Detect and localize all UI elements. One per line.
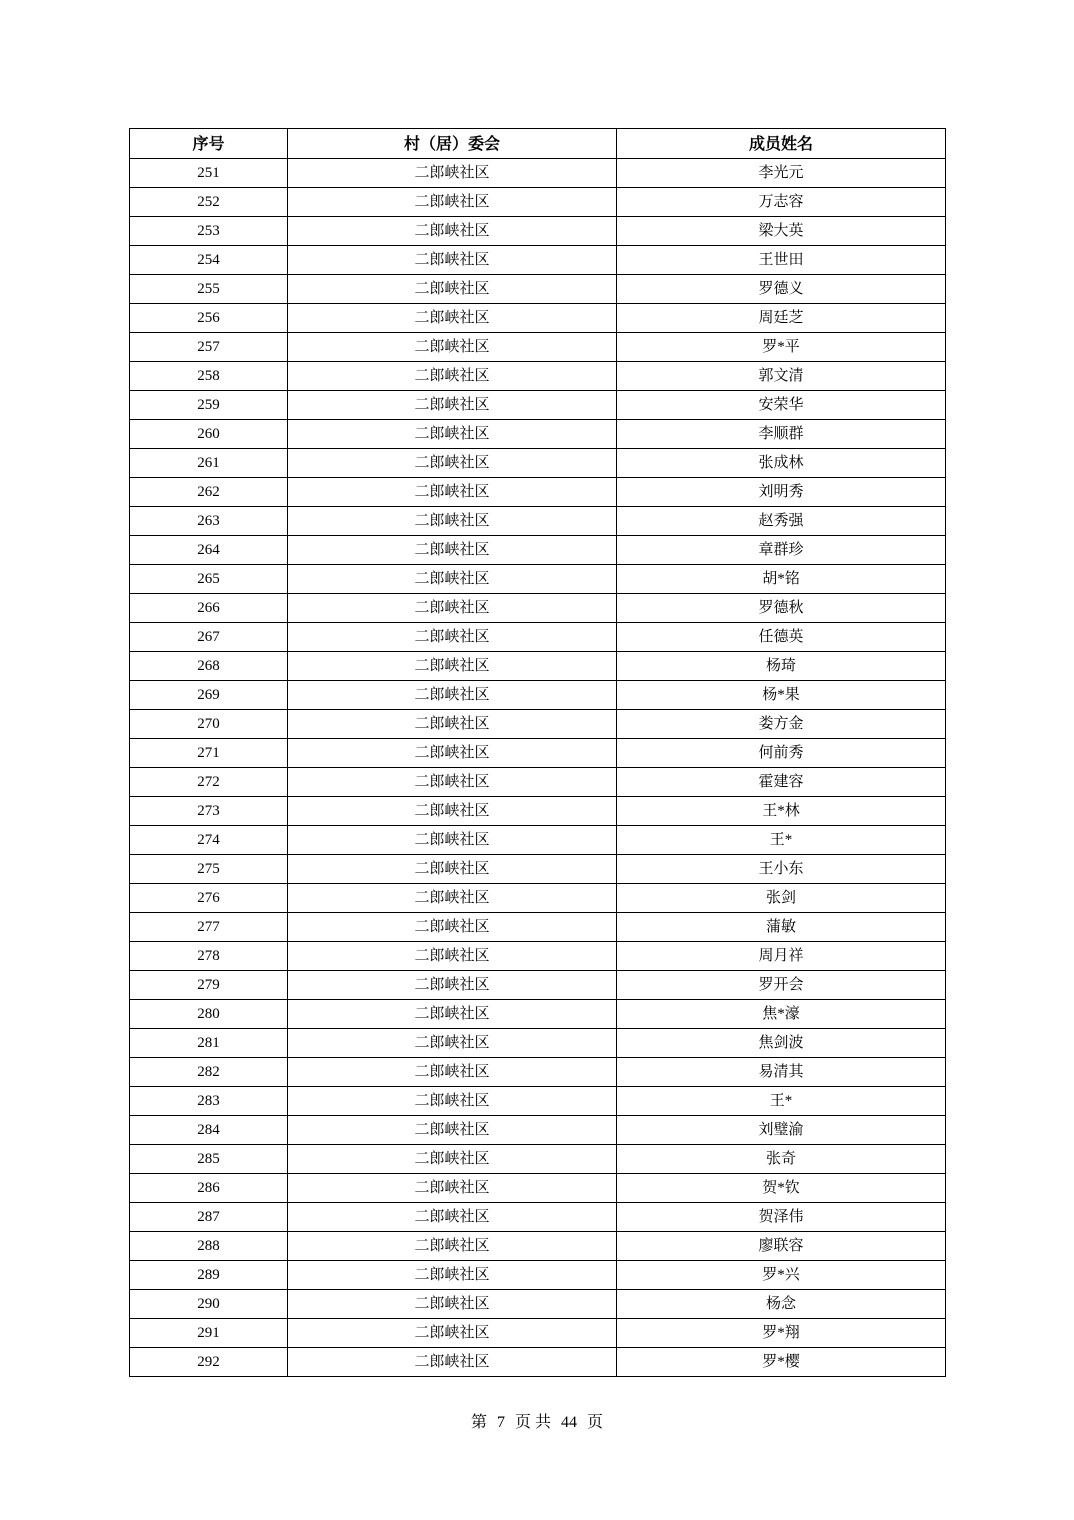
- cell-member-name: 贺*钦: [617, 1174, 946, 1203]
- table-row: [130, 420, 946, 449]
- footer-page-number: 7: [496, 1414, 505, 1431]
- cell-member-name: 王*: [617, 1087, 946, 1116]
- cell-member-name: 李顺群: [617, 420, 946, 449]
- footer-mid: 页 共: [514, 1414, 551, 1431]
- cell-index: 252: [130, 188, 288, 217]
- cell-member-name: 杨*果: [617, 681, 946, 710]
- cell-index: 258: [130, 362, 288, 391]
- table-body: [130, 159, 946, 1377]
- cell-committee: 二郎峡社区: [288, 217, 617, 246]
- table-row: [130, 681, 946, 710]
- cell-index: 260: [130, 420, 288, 449]
- cell-member-name: 罗*平: [617, 333, 946, 362]
- table-row: [130, 1290, 946, 1319]
- cell-member-name: 张奇: [617, 1145, 946, 1174]
- table-row: [130, 304, 946, 333]
- cell-member-name: 周廷芝: [617, 304, 946, 333]
- cell-index: 273: [130, 797, 288, 826]
- cell-index: 256: [130, 304, 288, 333]
- cell-member-name: 焦*濠: [617, 1000, 946, 1029]
- cell-committee: 二郎峡社区: [288, 594, 617, 623]
- cell-committee: 二郎峡社区: [288, 1261, 617, 1290]
- table-row: [130, 826, 946, 855]
- cell-committee: 二郎峡社区: [288, 362, 617, 391]
- cell-committee: 二郎峡社区: [288, 246, 617, 275]
- cell-committee: 二郎峡社区: [288, 971, 617, 1000]
- cell-member-name: 霍建容: [617, 768, 946, 797]
- table-row: [130, 739, 946, 768]
- cell-member-name: 杨念: [617, 1290, 946, 1319]
- table-row: [130, 1203, 946, 1232]
- table-row: [130, 159, 946, 188]
- cell-index: 286: [130, 1174, 288, 1203]
- cell-member-name: 焦剑波: [617, 1029, 946, 1058]
- cell-member-name: 张剑: [617, 884, 946, 913]
- table-row: [130, 710, 946, 739]
- cell-index: 291: [130, 1319, 288, 1348]
- table-row: [130, 333, 946, 362]
- cell-index: 280: [130, 1000, 288, 1029]
- cell-member-name: 罗开会: [617, 971, 946, 1000]
- page-footer: [0, 1409, 1074, 1432]
- table-row: [130, 565, 946, 594]
- cell-member-name: 李光元: [617, 159, 946, 188]
- table-row: [130, 217, 946, 246]
- cell-committee: 二郎峡社区: [288, 855, 617, 884]
- cell-index: 271: [130, 739, 288, 768]
- cell-member-name: 任德英: [617, 623, 946, 652]
- cell-index: 281: [130, 1029, 288, 1058]
- cell-member-name: 王小东: [617, 855, 946, 884]
- cell-index: 287: [130, 1203, 288, 1232]
- cell-committee: 二郎峡社区: [288, 1145, 617, 1174]
- cell-member-name: 章群珍: [617, 536, 946, 565]
- table-row: [130, 623, 946, 652]
- cell-committee: 二郎峡社区: [288, 1203, 617, 1232]
- cell-committee: 二郎峡社区: [288, 1029, 617, 1058]
- cell-index: 259: [130, 391, 288, 420]
- cell-committee: 二郎峡社区: [288, 797, 617, 826]
- cell-committee: 二郎峡社区: [288, 768, 617, 797]
- cell-index: 289: [130, 1261, 288, 1290]
- column-header-member-name: 成员姓名: [617, 129, 946, 159]
- cell-index: 284: [130, 1116, 288, 1145]
- table-row: [130, 855, 946, 884]
- cell-index: 255: [130, 275, 288, 304]
- footer-total-pages: 44: [561, 1414, 577, 1431]
- cell-committee: 二郎峡社区: [288, 1232, 617, 1261]
- cell-committee: 二郎峡社区: [288, 188, 617, 217]
- cell-index: 268: [130, 652, 288, 681]
- cell-committee: 二郎峡社区: [288, 1058, 617, 1087]
- cell-member-name: 蒲敏: [617, 913, 946, 942]
- cell-member-name: 安荣华: [617, 391, 946, 420]
- header-row: [130, 129, 946, 159]
- cell-member-name: 梁大英: [617, 217, 946, 246]
- table-row: [130, 1232, 946, 1261]
- table-row: [130, 1174, 946, 1203]
- cell-index: 261: [130, 449, 288, 478]
- cell-index: 282: [130, 1058, 288, 1087]
- cell-member-name: 刘明秀: [617, 478, 946, 507]
- cell-member-name: 廖联容: [617, 1232, 946, 1261]
- table-row: [130, 942, 946, 971]
- cell-committee: 二郎峡社区: [288, 333, 617, 362]
- cell-index: 276: [130, 884, 288, 913]
- cell-member-name: 罗德义: [617, 275, 946, 304]
- cell-committee: 二郎峡社区: [288, 391, 617, 420]
- cell-index: 263: [130, 507, 288, 536]
- cell-index: 269: [130, 681, 288, 710]
- cell-committee: 二郎峡社区: [288, 623, 617, 652]
- cell-index: 253: [130, 217, 288, 246]
- table-row: [130, 1348, 946, 1377]
- cell-member-name: 张成林: [617, 449, 946, 478]
- table-header: [130, 129, 946, 159]
- table-row: [130, 1261, 946, 1290]
- table-row: [130, 1145, 946, 1174]
- footer-prefix: 第: [470, 1414, 487, 1431]
- cell-index: 262: [130, 478, 288, 507]
- cell-member-name: 王*: [617, 826, 946, 855]
- cell-committee: 二郎峡社区: [288, 478, 617, 507]
- cell-member-name: 罗*翔: [617, 1319, 946, 1348]
- cell-committee: 二郎峡社区: [288, 913, 617, 942]
- table-row: [130, 1058, 946, 1087]
- table-row: [130, 275, 946, 304]
- table-row: [130, 507, 946, 536]
- cell-index: 266: [130, 594, 288, 623]
- table-row: [130, 1087, 946, 1116]
- table-row: [130, 246, 946, 275]
- cell-committee: 二郎峡社区: [288, 681, 617, 710]
- cell-index: 274: [130, 826, 288, 855]
- cell-committee: 二郎峡社区: [288, 739, 617, 768]
- cell-committee: 二郎峡社区: [288, 565, 617, 594]
- column-header-index: 序号: [130, 129, 288, 159]
- cell-committee: 二郎峡社区: [288, 884, 617, 913]
- cell-index: 275: [130, 855, 288, 884]
- table-row: [130, 449, 946, 478]
- cell-index: 288: [130, 1232, 288, 1261]
- cell-index: 251: [130, 159, 288, 188]
- table-row: [130, 1319, 946, 1348]
- column-header-committee: 村（居）委会: [288, 129, 617, 159]
- cell-member-name: 罗*樱: [617, 1348, 946, 1377]
- cell-index: 277: [130, 913, 288, 942]
- cell-member-name: 郭文清: [617, 362, 946, 391]
- table-row: [130, 884, 946, 913]
- cell-committee: 二郎峡社区: [288, 1174, 617, 1203]
- table-row: [130, 362, 946, 391]
- cell-index: 283: [130, 1087, 288, 1116]
- cell-index: 272: [130, 768, 288, 797]
- cell-index: 278: [130, 942, 288, 971]
- table-row: [130, 652, 946, 681]
- table-row: [130, 768, 946, 797]
- cell-committee: 二郎峡社区: [288, 275, 617, 304]
- cell-committee: 二郎峡社区: [288, 304, 617, 333]
- table-row: [130, 594, 946, 623]
- cell-member-name: 周月祥: [617, 942, 946, 971]
- table-row: [130, 391, 946, 420]
- cell-committee: 二郎峡社区: [288, 1000, 617, 1029]
- cell-committee: 二郎峡社区: [288, 1319, 617, 1348]
- cell-index: 270: [130, 710, 288, 739]
- cell-committee: 二郎峡社区: [288, 826, 617, 855]
- cell-index: 254: [130, 246, 288, 275]
- cell-committee: 二郎峡社区: [288, 1116, 617, 1145]
- cell-member-name: 贺泽伟: [617, 1203, 946, 1232]
- cell-index: 267: [130, 623, 288, 652]
- cell-committee: 二郎峡社区: [288, 942, 617, 971]
- cell-committee: 二郎峡社区: [288, 536, 617, 565]
- table-row: [130, 478, 946, 507]
- cell-index: 257: [130, 333, 288, 362]
- table-row: [130, 971, 946, 1000]
- cell-member-name: 刘璧渝: [617, 1116, 946, 1145]
- cell-member-name: 罗*兴: [617, 1261, 946, 1290]
- table-row: [130, 536, 946, 565]
- cell-member-name: 罗德秋: [617, 594, 946, 623]
- cell-committee: 二郎峡社区: [288, 159, 617, 188]
- table-row: [130, 188, 946, 217]
- cell-committee: 二郎峡社区: [288, 420, 617, 449]
- table-row: [130, 1116, 946, 1145]
- cell-committee: 二郎峡社区: [288, 1087, 617, 1116]
- cell-member-name: 王*林: [617, 797, 946, 826]
- cell-index: 290: [130, 1290, 288, 1319]
- footer-suffix: 页: [587, 1414, 604, 1431]
- cell-member-name: 万志容: [617, 188, 946, 217]
- cell-index: 285: [130, 1145, 288, 1174]
- cell-index: 292: [130, 1348, 288, 1377]
- cell-member-name: 赵秀强: [617, 507, 946, 536]
- cell-member-name: 王世田: [617, 246, 946, 275]
- table-row: [130, 1000, 946, 1029]
- cell-committee: 二郎峡社区: [288, 507, 617, 536]
- cell-member-name: 娄方金: [617, 710, 946, 739]
- cell-member-name: 杨琦: [617, 652, 946, 681]
- table-row: [130, 1029, 946, 1058]
- cell-member-name: 易清其: [617, 1058, 946, 1087]
- cell-committee: 二郎峡社区: [288, 1348, 617, 1377]
- cell-member-name: 何前秀: [617, 739, 946, 768]
- cell-committee: 二郎峡社区: [288, 449, 617, 478]
- cell-committee: 二郎峡社区: [288, 710, 617, 739]
- table-row: [130, 797, 946, 826]
- cell-committee: 二郎峡社区: [288, 1290, 617, 1319]
- table-row: [130, 913, 946, 942]
- cell-index: 264: [130, 536, 288, 565]
- member-table: [129, 128, 946, 1377]
- cell-index: 279: [130, 971, 288, 1000]
- cell-index: 265: [130, 565, 288, 594]
- cell-member-name: 胡*铭: [617, 565, 946, 594]
- cell-committee: 二郎峡社区: [288, 652, 617, 681]
